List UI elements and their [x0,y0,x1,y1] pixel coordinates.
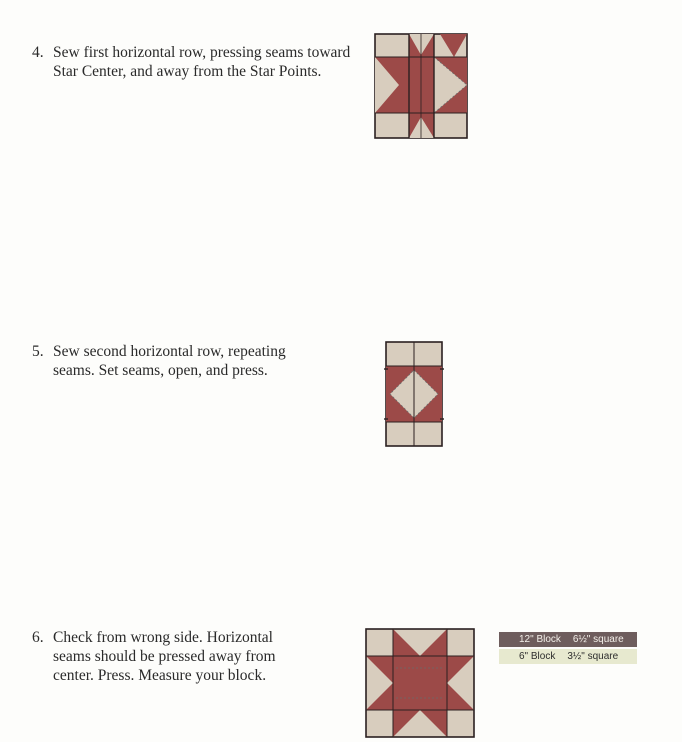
size-row-12-inch [499,632,637,649]
block-size-table [499,632,637,664]
size-label: 12" Block [519,634,561,645]
finished-block-diagram [365,628,475,738]
size-value: 3½" square [567,651,619,662]
step-text: Sew first horizontal row, pressing seams toward Star Center, and away from the Star Points. [53,44,351,80]
step-text: Check from wrong side. Horizontal seams should be pressed away from center. Press. Measure your block. [53,629,276,684]
step-text: Sew second horizontal row, repeating seams. Set seams, open, and press. [53,343,286,379]
size-row-6-inch [499,649,637,664]
step-number: 6. [32,629,44,646]
step-6 [32,628,276,685]
size-label: 6" Block [519,651,556,662]
step-4 [32,43,350,81]
step-5 [32,342,286,380]
step-number: 4. [32,44,44,61]
size-value: 6½" square [572,634,624,645]
step-number: 5. [32,343,44,360]
row-one-diagram [374,33,468,139]
row-two-diagram [383,341,445,448]
